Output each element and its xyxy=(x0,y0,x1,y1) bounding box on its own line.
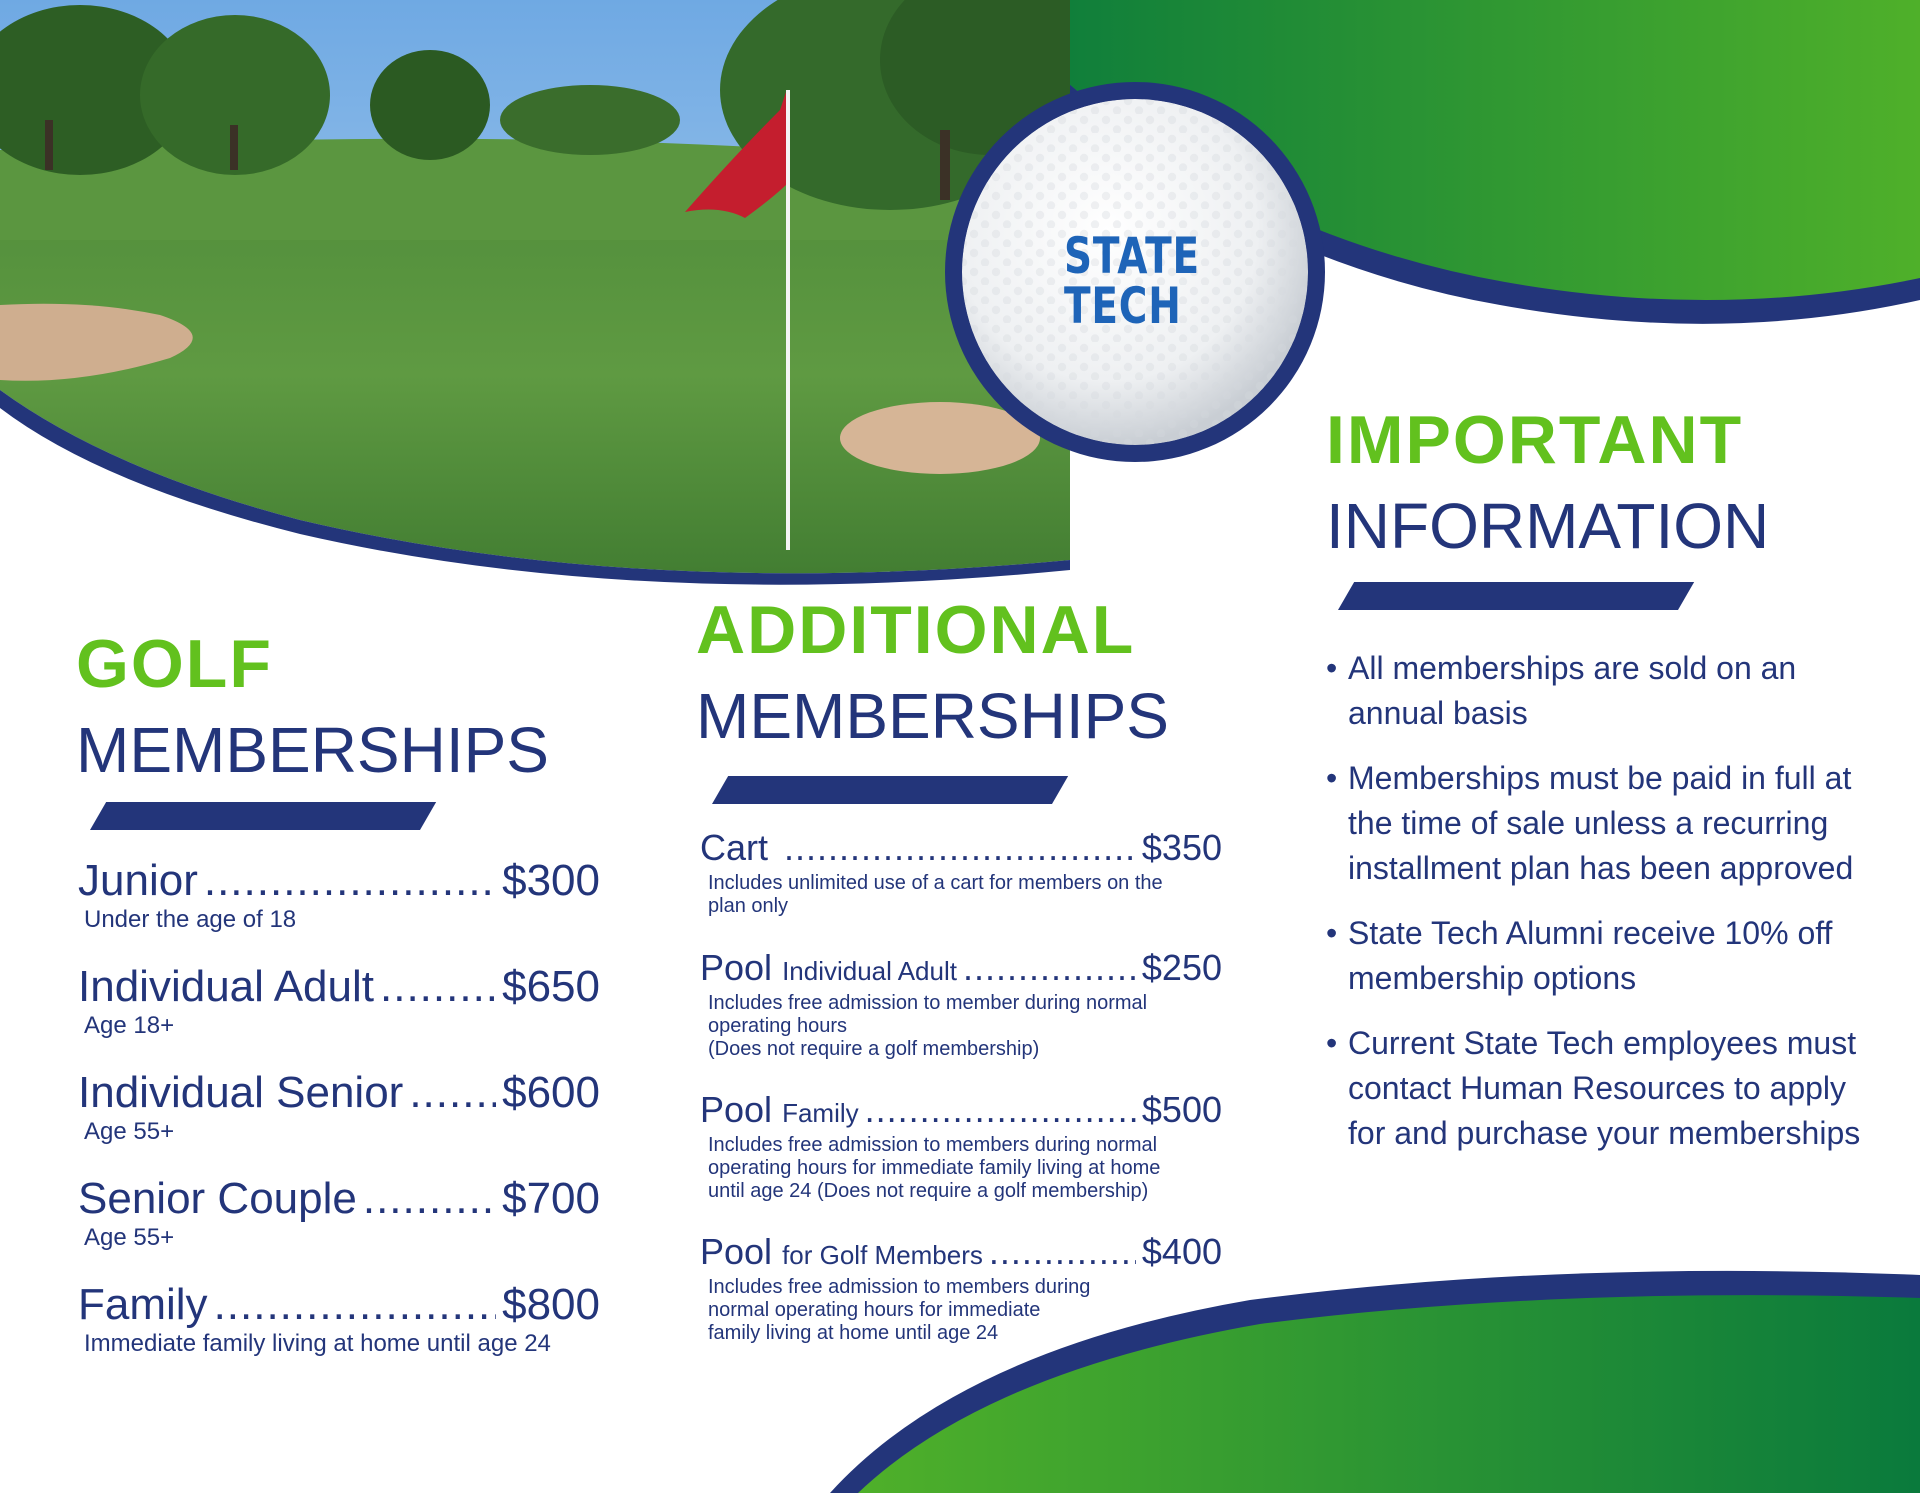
additional-membership-item xyxy=(700,948,1222,1090)
important-heading-accent: IMPORTANT xyxy=(1326,402,1744,478)
membership-price: $600 xyxy=(502,1068,600,1117)
info-bullet: • Current State Tech employees must contact Human Resources to apply for and purchase your memberships xyxy=(1322,1021,1862,1156)
membership-name: Junior xyxy=(78,856,198,905)
membership-name: Senior Couple xyxy=(78,1174,357,1223)
membership-name: Individual Senior xyxy=(78,1068,404,1117)
info-bullet: • All memberships are sold on an annual basis xyxy=(1322,646,1862,736)
dot-leader xyxy=(204,858,496,904)
membership-note: Under the age of 18 xyxy=(84,906,297,934)
membership-name: Pool xyxy=(700,1089,773,1130)
additional-membership-item xyxy=(700,828,1222,948)
important-information-heading xyxy=(1326,402,1770,562)
membership-price: $300 xyxy=(502,856,600,905)
important-heading-main: INFORMATION xyxy=(1326,490,1770,562)
golf-memberships-heading xyxy=(76,626,549,786)
dot-leader xyxy=(214,1282,497,1328)
ball-logo-line1: STATE xyxy=(1064,227,1200,285)
membership-price: $400 xyxy=(1141,1231,1222,1272)
membership-price: $500 xyxy=(1141,1089,1222,1130)
membership-note: Includes free admission to members during normal operating hours for immediate family living at home until age 24 (Does not require a golf membership) xyxy=(708,1133,1161,1202)
dot-leader xyxy=(380,964,496,1010)
info-bullet: • Memberships must be paid in full at the time of sale unless a recurring installment plan has been approved xyxy=(1322,756,1862,891)
golf-membership-item xyxy=(78,1282,600,1388)
ball-logo-line2: TECH xyxy=(1064,277,1182,335)
golf-divider-bar xyxy=(90,802,436,830)
additional-heading-main: MEMBERSHIPS xyxy=(696,680,1169,752)
important-divider-bar xyxy=(1338,582,1694,610)
additional-membership-list xyxy=(700,828,1222,1345)
golf-membership-item xyxy=(78,858,600,964)
dot-leader xyxy=(989,1232,1136,1272)
additional-divider-bar xyxy=(712,776,1068,804)
membership-name: Pool xyxy=(700,1231,773,1272)
membership-note: Includes free admission to members during normal operating hours for immediate family living at home until age 24 xyxy=(708,1275,1091,1344)
membership-note: Immediate family living at home until age 24 xyxy=(84,1330,551,1358)
membership-name: Family xyxy=(78,1280,208,1329)
dot-leader xyxy=(363,1176,496,1222)
additional-memberships-heading xyxy=(696,592,1169,752)
dot-leader xyxy=(963,948,1136,988)
important-info-list xyxy=(1322,646,1862,1176)
membership-name: Cart xyxy=(700,827,769,868)
membership-price: $250 xyxy=(1141,947,1222,988)
additional-membership-item xyxy=(700,1090,1222,1232)
membership-name: Pool xyxy=(700,947,773,988)
additional-heading-accent: ADDITIONAL xyxy=(696,592,1136,668)
membership-note: Age 55+ xyxy=(84,1118,175,1146)
membership-name: Individual Adult xyxy=(78,962,374,1011)
membership-note: Includes free admission to member during normal operating hours (Does not require a golf membership) xyxy=(708,991,1148,1060)
dot-leader xyxy=(409,1070,496,1116)
golf-membership-item xyxy=(78,1176,600,1282)
membership-price: $700 xyxy=(502,1174,600,1223)
dot-leader xyxy=(865,1090,1136,1130)
membership-subtype: for Golf Members xyxy=(782,1240,983,1270)
info-bullet: • State Tech Alumni receive 10% off membership options xyxy=(1322,911,1862,1001)
golf-membership-item xyxy=(78,964,600,1070)
membership-price: $650 xyxy=(502,962,600,1011)
membership-note: Includes unlimited use of a cart for members on the plan only xyxy=(708,871,1163,917)
membership-note: Age 18+ xyxy=(84,1012,175,1040)
additional-membership-item xyxy=(700,1232,1222,1345)
membership-price: $350 xyxy=(1141,827,1222,868)
hero-photo xyxy=(0,0,1100,600)
golf-membership-item xyxy=(78,1070,600,1176)
golf-membership-list xyxy=(78,858,600,1388)
state-tech-ball-logo xyxy=(1064,227,1204,345)
dot-leader xyxy=(784,828,1136,868)
membership-price: $800 xyxy=(502,1280,600,1329)
membership-subtype: Individual Adult xyxy=(782,956,957,986)
golf-heading-main: MEMBERSHIPS xyxy=(76,714,549,786)
membership-note: Age 55+ xyxy=(84,1224,175,1252)
golf-heading-accent: GOLF xyxy=(76,626,273,702)
membership-subtype: Family xyxy=(782,1098,859,1128)
